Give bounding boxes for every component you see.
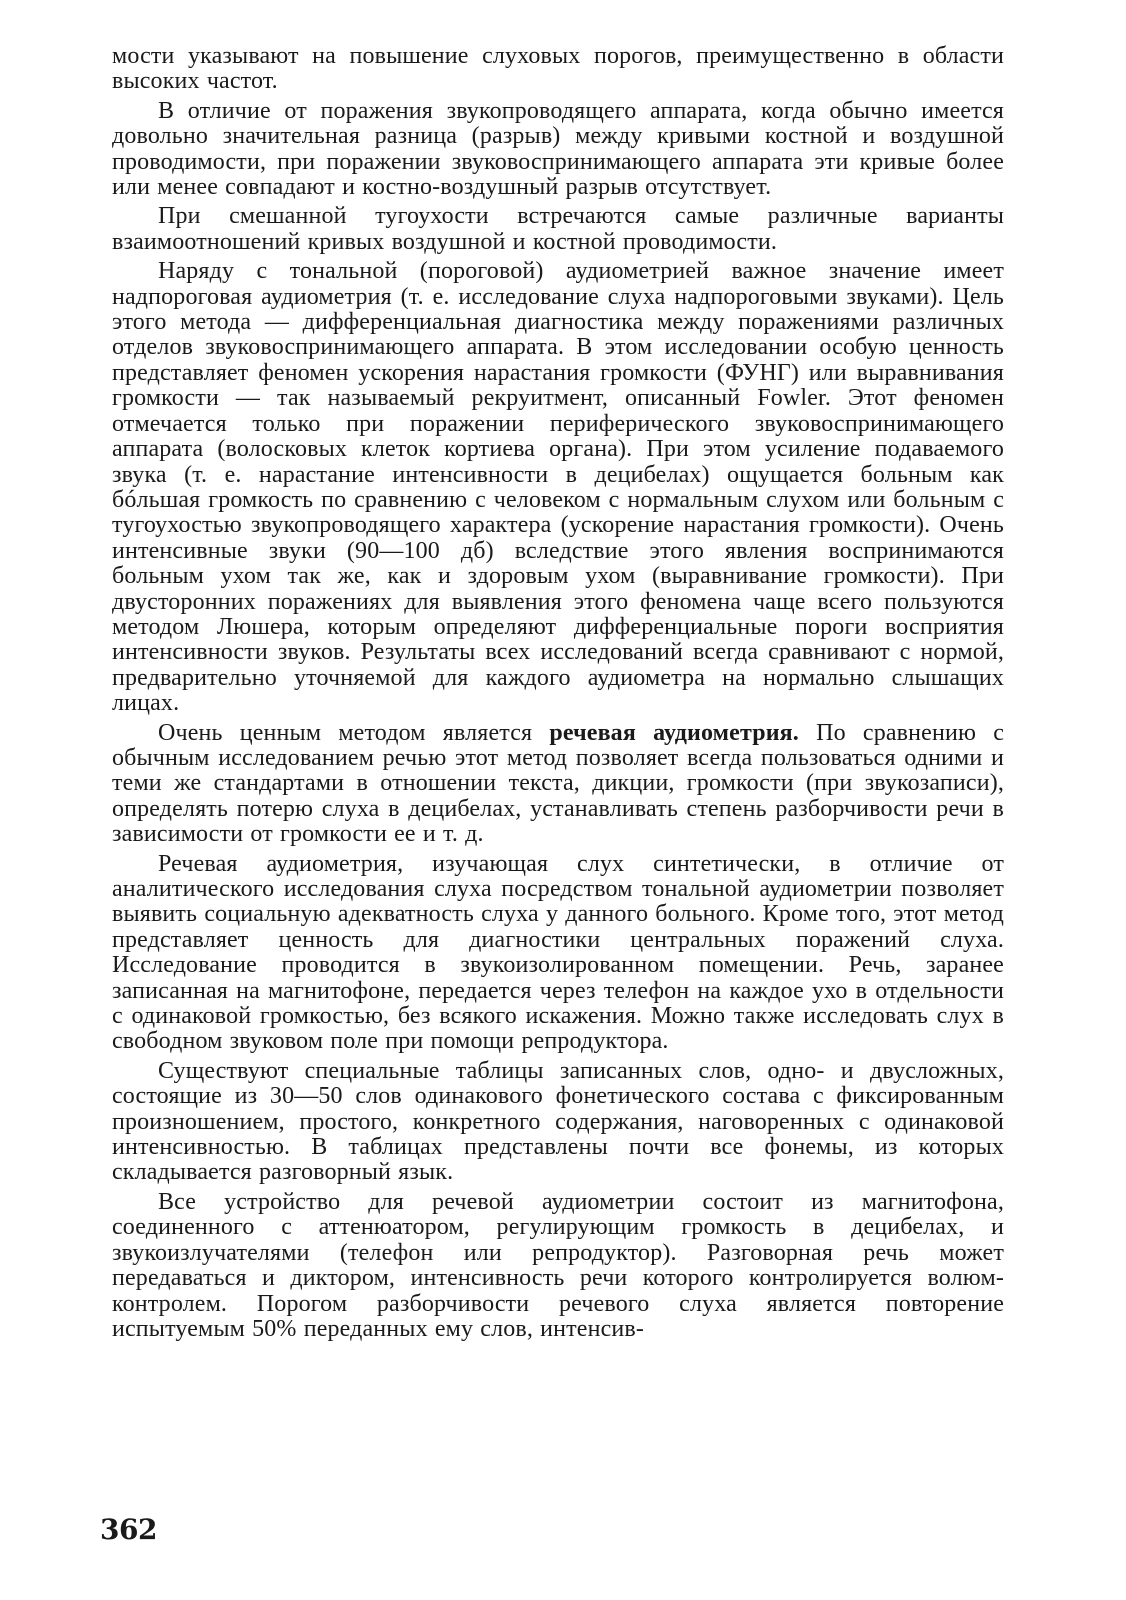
paragraph-3 bbox=[112, 204, 1004, 255]
paragraph-6 bbox=[112, 852, 1004, 1055]
page-body bbox=[112, 44, 1004, 1346]
paragraph-8-text: Все устройство для речевой аудиометрии состоит из магнитофона, соединенного с аттенюатором, регулирующим громкость в децибелах, и звукоизлучателями (телефон или репродуктор). Разговорная речь может передаваться и диктором, интенсивность речи которого контролируется волюм-контролем. Порогом разборчивости речевого слуха является повторение испытуемым 50% переданных ему слов, интенсив- bbox=[112, 1188, 1004, 1342]
paragraph-1 bbox=[112, 44, 1004, 95]
paragraph-1-text: мости указывают на повышение слуховых порогов, преимущественно в области высоких частот. bbox=[112, 43, 1004, 95]
paragraph-2 bbox=[112, 99, 1004, 201]
paragraph-5-text-end: По сравнению с обычным исследованием речью этот метод позволяет всегда пользоваться одними и теми же стандартами в отношении текста, дикции, громкости (при звукозаписи), определять потерю слуха в децибелах, устанавливать степень разборчивости речи в зависимости от громкости ее и т. д. bbox=[112, 719, 1004, 848]
paragraph-5-bold-term: речевая аудиометрия. bbox=[549, 719, 799, 746]
paragraph-3-text: При смешанной тугоухости встречаются самые различные варианты взаимоотношений кривых воздушной и костной проводимости. bbox=[112, 203, 1004, 255]
paragraph-7-text: Существуют специальные таблицы записанных слов, одно- и двусложных, состоящие из 30—50 слов одинакового фонетического состава с фиксированным произношением, простого, конкретного содержания, наговоренных с одинаковой интенсивностью. В таблицах представлены почти все фонемы, из которых складывается разговорный язык. bbox=[112, 1057, 1004, 1186]
paragraph-2-text: В отличие от поражения звукопроводящего аппарата, когда обычно имеется довольно значительная разница (разрыв) между кривыми костной и воздушной проводимости, при поражении звуковоспринимающего аппарата эти кривые более или менее совпадают и костно-воздушный разрыв отсутствует. bbox=[112, 97, 1004, 201]
paragraph-6-text: Речевая аудиометрия, изучающая слух синтетически, в отличие от аналитического исследования слуха посредством тональной аудиометрии позволяет выявить социальную адекватность слуха у данного больного. Кроме того, этот метод представляет ценность для диагностики центральных поражений слуха. Исследование проводится в звукоизолированном помещении. Речь, заранее записанная на магнитофоне, передается через телефон на каждое ухо в отдельности с одинаковой громкостью, без всякого искажения. Можно также исследовать слух в свободном звуковом поле при помощи репродуктора. bbox=[112, 850, 1004, 1055]
paragraph-4-text: Наряду с тональной (пороговой) аудиометрией важное значение имеет надпороговая аудиометрия (т. е. исследование слуха надпороговыми звуками). Цель этого метода — дифференциальная диагностика между поражениями различных отделов звуковоспринимающего аппарата. В этом исследовании особую ценность представляет феномен ускорения нарастания громкости (ФУНГ) или выравнивания громкости — так называемый рекруитмент, описанный Fowler. Этот феномен отмечается только при поражении периферического звуковоспринимающего аппарата (волосковых клеток кортиева органа). При этом усиление подаваемого звука (т. е. нарастание интенсивности в децибелах) ощущается больным как бóльшая громкость по сравнению с человеком с нормальным слухом или больным с тугоухостью звукопроводящего характера (ускорение нарастания громкости). Очень интенсивные звуки (90—100 дб) вследствие этого явления воспринимаются больным ухом так же, как и здоровым ухом (выравнивание громкости). При двусторонних поражениях для выявления этого феномена чаще всего пользуются методом Люшера, которым определяют дифференциальные пороги восприятия интенсивности звуков. Результаты всех исследований всегда сравнивают с нормой, предварительно уточняемой для каждого аудиометра на нормально слышащих лицах. bbox=[112, 258, 1004, 717]
paragraph-4 bbox=[112, 259, 1004, 716]
page-number: 362 bbox=[100, 1513, 157, 1546]
paragraph-5 bbox=[112, 721, 1004, 848]
paragraph-5-text-start: Очень ценным методом является bbox=[158, 719, 550, 746]
paragraph-8 bbox=[112, 1190, 1004, 1342]
paragraph-7 bbox=[112, 1059, 1004, 1186]
